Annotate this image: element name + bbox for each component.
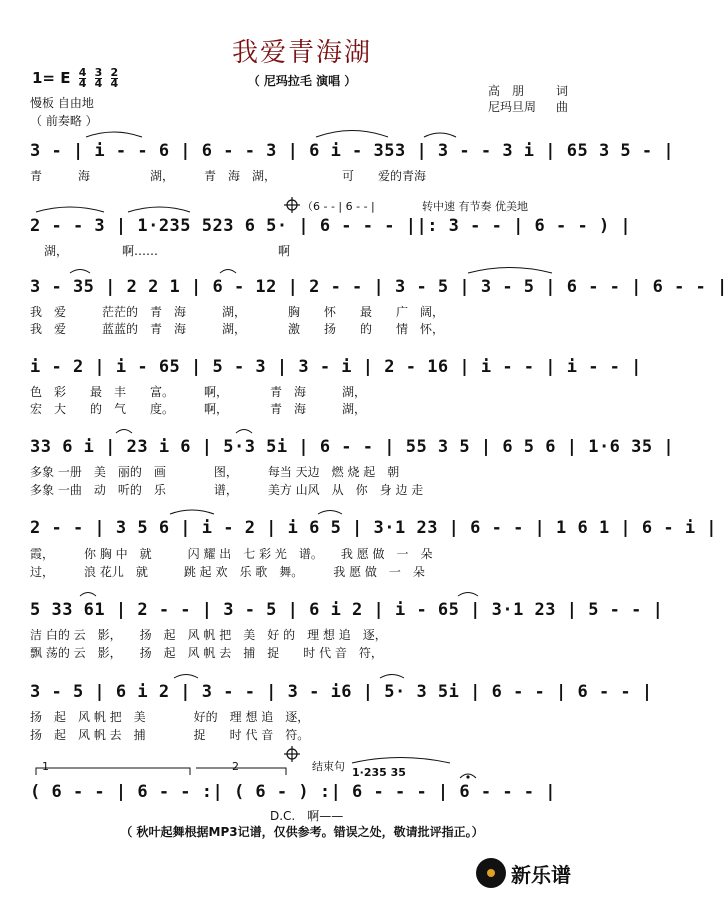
- ending-phrase: 1·235 35: [352, 766, 406, 779]
- notation-row-8: 3 - 5 | 6 i 2 | 3 - - | 3 - i6 | 5· 3 5i | 6 - - | 6 - - |: [30, 682, 653, 702]
- prelude-note: （ 前奏略 ）: [30, 114, 98, 128]
- notation-row-9: ( 6 - - | 6 - - :| ( 6 - ) :| 6 - - - | 6 - - - |: [30, 782, 557, 802]
- notation-row-5: 33 6 i | 23 i 6 | 5·3 5i | 6 - - | 55 3 5 | 6 5 6 | 1·6 35 |: [30, 437, 675, 457]
- lyrics-row-2: 湖， 啊…… 啊: [44, 244, 291, 258]
- song-title: 我爱青海湖: [231, 38, 372, 68]
- lyrics-row-8a: 扬 起 风 帆 把 美 好的 理 想 追 逐，: [30, 710, 310, 724]
- notation-row-1: 3 - | i - - 6 | 6 - - 3 | 6 i - 353 | 3 - - 3 i | 65 3 5 - |: [30, 141, 675, 161]
- record-icon: [476, 858, 506, 888]
- lyrics-row-6b: 过， 浪 花儿 就 跳 起 欢 乐 歌 舞。 我 愿 做 一 朵: [30, 565, 425, 579]
- lyrics-row-4b: 宏 大 的 气 度。 啊， 青 海 湖，: [30, 402, 367, 416]
- volta-1-label: 1: [42, 760, 49, 773]
- lyrics-row-5b: 多象 一曲 动 听的 乐 谱， 美方 山风 从 你 身 边 走: [30, 483, 424, 497]
- key-label: 1= E: [32, 69, 71, 87]
- lyrics-row-9: D.C. 啊——: [270, 809, 344, 823]
- performer-credit: （ 尼玛拉毛 演唱 ）: [247, 74, 357, 88]
- lyrics-row-5a: 多象 一册 美 丽的 画 图， 每当 天边 燃 烧 起 朝: [30, 465, 400, 479]
- lyricist-name: 高 朋: [488, 84, 525, 98]
- notation-row-6: 2 - - | 3 5 6 | i - 2 | i 6 5 | 3·1 23 | 6 - - | 1 6 1 | 6 - i |: [30, 518, 718, 538]
- site-logo[interactable]: [476, 858, 571, 888]
- lyrics-row-3a: 我 爱 茫茫的 青 海 湖， 胸 怀 最 广 阔，: [30, 305, 445, 319]
- lyrics-row-3b: 我 爱 蓝蓝的 青 海 湖， 激 扬 的 情 怀，: [30, 322, 445, 336]
- lyrics-row-6a: 霞， 你 胸 中 就 闪 耀 出 七 彩 光 谱。 我 愿 做 一 朵: [30, 547, 433, 561]
- lyrics-row-1: 青 海 湖， 青 海 湖， 可 爱的青海: [30, 169, 427, 183]
- coda-label: 结束句: [312, 760, 345, 773]
- notation-row-2: 2 - - 3 | 1·235 523 6 5· | 6 - - - ||: 3 - - | 6 - - ) |: [30, 216, 632, 236]
- logo-text: 新乐谱: [511, 862, 571, 887]
- lyrics-row-7a: 洁 白的 云 影， 扬 起 风 帆 把 美 好 的 理 想 追 逐，: [30, 628, 387, 642]
- tempo-marking: 慢板 自由地: [30, 96, 94, 110]
- time-signature-2: $\frac{3}{4}$: [94, 66, 103, 90]
- footer-note: （ 秋叶起舞根据MP3记谱，仅供参考。错误之处，敬请批评指正。）: [120, 825, 484, 839]
- composer-role: 曲: [556, 100, 569, 114]
- time-signature-3: $\frac{2}{4}$: [110, 66, 119, 90]
- slur: [86, 132, 142, 137]
- notation-row-4: i - 2 | i - 65 | 5 - 3 | 3 - i | 2 - 16 | i - - | i - - |: [30, 357, 642, 377]
- lyricist-role: 词: [556, 84, 569, 98]
- time-signature-1: $\frac{4}{4}$: [78, 66, 87, 90]
- lyrics-row-4a: 色 彩 最 丰 富。 啊， 青 海 湖，: [30, 385, 367, 399]
- lyrics-row-7b: 飘 荡的 云 影， 扬 起 风 帆 去 捕 捉 时 代 音 符，: [30, 646, 383, 660]
- notation-row-3: 3 - 35 | 2 2 1 | 6 - 12 | 2 - - | 3 - 5 | 3 - 5 | 6 - - | 6 - - |: [30, 277, 728, 297]
- composer-name: 尼玛旦周: [488, 100, 537, 114]
- notation-row-7: 5 33 61 | 2 - - | 3 - 5 | 6 i 2 | i - 65 | 3·1 23 | 5 - - |: [30, 600, 664, 620]
- volta-2-label: 2: [232, 760, 239, 773]
- lyrics-row-8b: 扬 起 风 帆 去 捕 捉 时 代 音 符。: [30, 728, 310, 742]
- interlude-marks: （6 - - | 6 - - |: [302, 200, 375, 213]
- tempo-change: 转中速 有节奏 优美地: [422, 200, 528, 213]
